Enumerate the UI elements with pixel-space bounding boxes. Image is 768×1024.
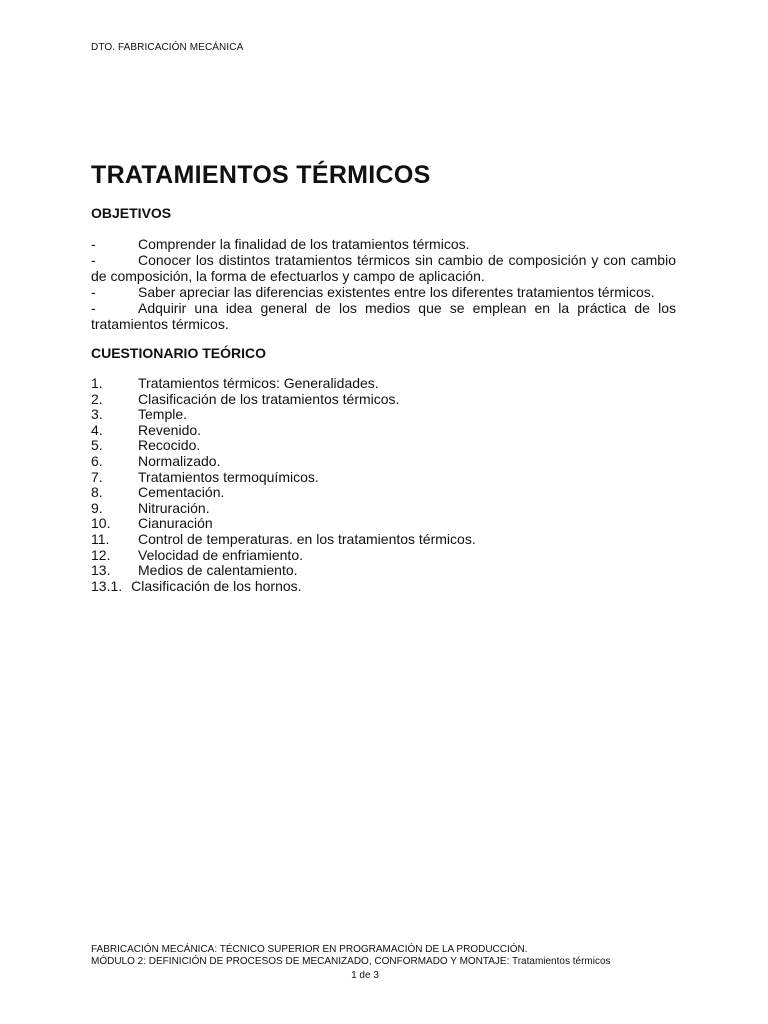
question-item	[91, 407, 676, 423]
question-text: Cianuración	[138, 515, 213, 532]
question-item	[91, 376, 676, 392]
question-text: Cementación.	[138, 484, 225, 501]
question-item	[91, 532, 676, 548]
objective-item	[91, 252, 676, 284]
question-number: 6.	[91, 452, 103, 469]
page-header: DTO. FABRICACIÓN MECÁNICA	[91, 42, 244, 53]
question-text: Clasificación de los tratamientos térmicos.	[138, 390, 400, 407]
question-number: 10.	[91, 515, 111, 532]
page-title: TRATAMIENTOS TÉRMICOS	[91, 161, 431, 189]
objective-bullet: -	[91, 236, 96, 252]
question-text: Normalizado.	[138, 452, 221, 469]
question-item	[91, 485, 676, 501]
question-item	[91, 516, 676, 532]
question-text: Temple.	[138, 406, 188, 423]
question-item	[91, 470, 676, 486]
objectives-heading: OBJETIVOS	[91, 205, 172, 221]
question-text: Nitruración.	[138, 499, 210, 516]
question-text: Tratamientos termoquímicos.	[138, 468, 319, 485]
questionnaire-heading: CUESTIONARIO TEÓRICO	[91, 345, 267, 361]
question-text: Velocidad de enfriamiento.	[138, 546, 303, 563]
objective-bullet: -	[91, 300, 96, 316]
objectives-list	[91, 236, 676, 332]
page-footer	[91, 944, 611, 967]
questionnaire-list	[91, 376, 676, 594]
question-item	[91, 454, 676, 470]
objective-text: Comprender la finalidad de los tratamientos térmicos.	[138, 236, 470, 252]
question-item	[91, 501, 676, 517]
footer-line-1: FABRICACIÓN MECÁNICA: TÉCNICO SUPERIOR EN PROGRAMACIÓN DE LA PRODUCCIÓN.	[91, 944, 528, 955]
objective-text: Adquirir una idea general de los medios que se emplean en la práctica de los tratamientos térmicos.	[91, 300, 676, 332]
question-text: Tratamientos térmicos: Generalidades.	[138, 375, 379, 391]
objective-bullet: -	[91, 252, 96, 268]
question-text: Clasificación de los hornos.	[131, 577, 302, 594]
question-item	[91, 423, 676, 439]
question-number: 8.	[91, 484, 103, 501]
question-number: 3.	[91, 406, 103, 423]
question-number: 12.	[91, 546, 111, 563]
question-number: 5.	[91, 437, 103, 454]
objective-item	[91, 300, 676, 332]
objective-bullet: -	[91, 284, 96, 300]
footer-line-2: MÓDULO 2: DEFINICIÓN DE PROCESOS DE MECANIZADO, CONFORMADO Y MONTAJE: Tratamientos térmicos	[91, 955, 611, 967]
question-text: Recocido.	[138, 437, 201, 454]
question-number: 4.	[91, 421, 103, 438]
question-item	[91, 579, 676, 595]
question-text: Revenido.	[138, 421, 202, 438]
objective-item	[91, 236, 676, 252]
question-item	[91, 392, 676, 408]
question-item	[91, 563, 676, 579]
question-item	[91, 438, 676, 454]
question-number: 2.	[91, 390, 103, 407]
objective-text: Conocer los distintos tratamientos térmicos sin cambio de composición y con cambio de composición, la forma de efectuarlos y campo de aplicación.	[91, 252, 676, 284]
question-number: 7.	[91, 468, 103, 485]
question-text: Control de temperaturas. en los tratamientos térmicos.	[138, 530, 476, 547]
question-item	[91, 548, 676, 564]
question-text: Medios de calentamiento.	[138, 562, 298, 579]
question-number: 1.	[91, 375, 103, 391]
page-number: 1 de 3	[351, 970, 379, 981]
question-number: 13.	[91, 562, 111, 579]
objective-item	[91, 284, 676, 300]
question-number: 11.	[91, 530, 110, 547]
objective-text: Saber apreciar las diferencias existentes entre los diferentes tratamientos térmicos.	[138, 284, 655, 300]
question-number: 9.	[91, 499, 103, 516]
question-number: 13.1.	[91, 577, 123, 594]
